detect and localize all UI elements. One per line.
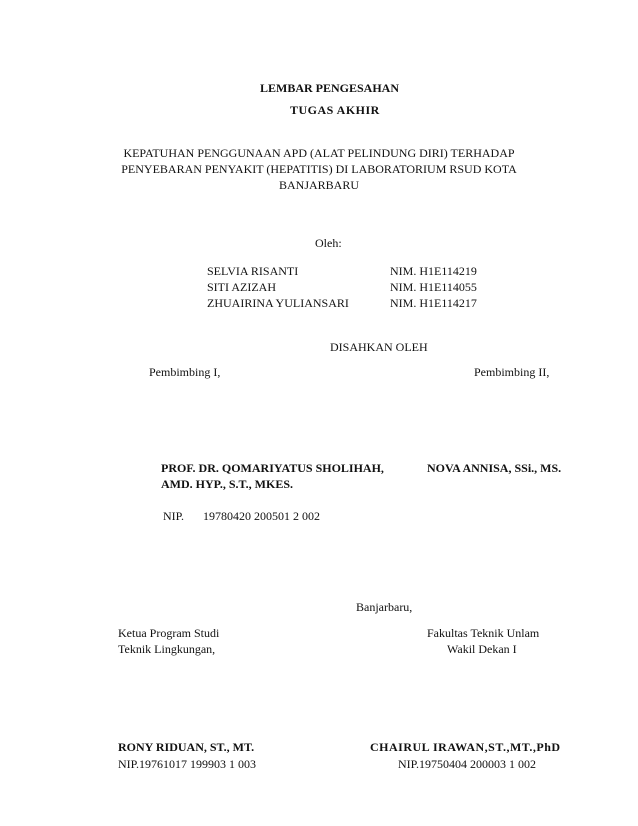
author-name: SITI AZIZAH — [207, 280, 276, 294]
official-right-title-1: Fakultas Teknik Unlam — [427, 626, 540, 640]
author-nim: NIM. H1E114055 — [390, 280, 477, 294]
supervisor-1-name-line-2: AMD. HYP., S.T., MKES. — [161, 477, 294, 491]
approval-label: DISAHKAN OLEH — [330, 340, 428, 354]
location-date: Banjarbaru, — [356, 600, 413, 614]
author-nim: NIM. H1E114217 — [390, 296, 477, 310]
thesis-title-line-3: BANJARBARU — [278, 178, 359, 192]
official-right-title-2: Wakil Dekan I — [447, 642, 517, 656]
page-title: LEMBAR PENGESAHAN — [260, 81, 400, 95]
supervisor-1-nip-label: NIP. — [163, 509, 185, 523]
official-right-nip: NIP.19750404 200003 1 002 — [398, 757, 537, 771]
official-left-title-1: Ketua Program Studi — [118, 626, 220, 640]
official-left-title-2: Teknik Lingkungan, — [118, 642, 216, 656]
official-left-name: RONY RIDUAN, ST., MT. — [118, 740, 255, 754]
supervisor-1-name-line-1: PROF. DR. QOMARIYATUS SHOLIHAH, — [161, 461, 384, 475]
supervisor-2-role: Pembimbing II, — [474, 365, 550, 379]
thesis-title-line-2: PENYEBARAN PENYAKIT (HEPATITIS) DI LABORATORIUM RSUD KOTA — [121, 162, 517, 176]
author-name: ZHUAIRINA YULIANSARI — [207, 296, 349, 310]
authors-label: Oleh: — [315, 236, 342, 250]
author-nim: NIM. H1E114219 — [390, 264, 477, 278]
page-subtitle: TUGAS AKHIR — [290, 103, 380, 117]
official-left-nip: NIP.19761017 199903 1 003 — [118, 757, 257, 771]
supervisor-1-nip-value: 19780420 200501 2 002 — [203, 509, 320, 523]
thesis-title-line-1: KEPATUHAN PENGGUNAAN APD (ALAT PELINDUNG DIRI) TERHADAP — [123, 146, 515, 160]
supervisor-2-name: NOVA ANNISA, SSi., MS. — [427, 461, 562, 475]
supervisor-1-role: Pembimbing I, — [149, 365, 221, 379]
author-name: SELVIA RISANTI — [207, 264, 299, 278]
official-right-name: CHAIRUL IRAWAN,ST.,MT.,PhD — [370, 740, 561, 754]
